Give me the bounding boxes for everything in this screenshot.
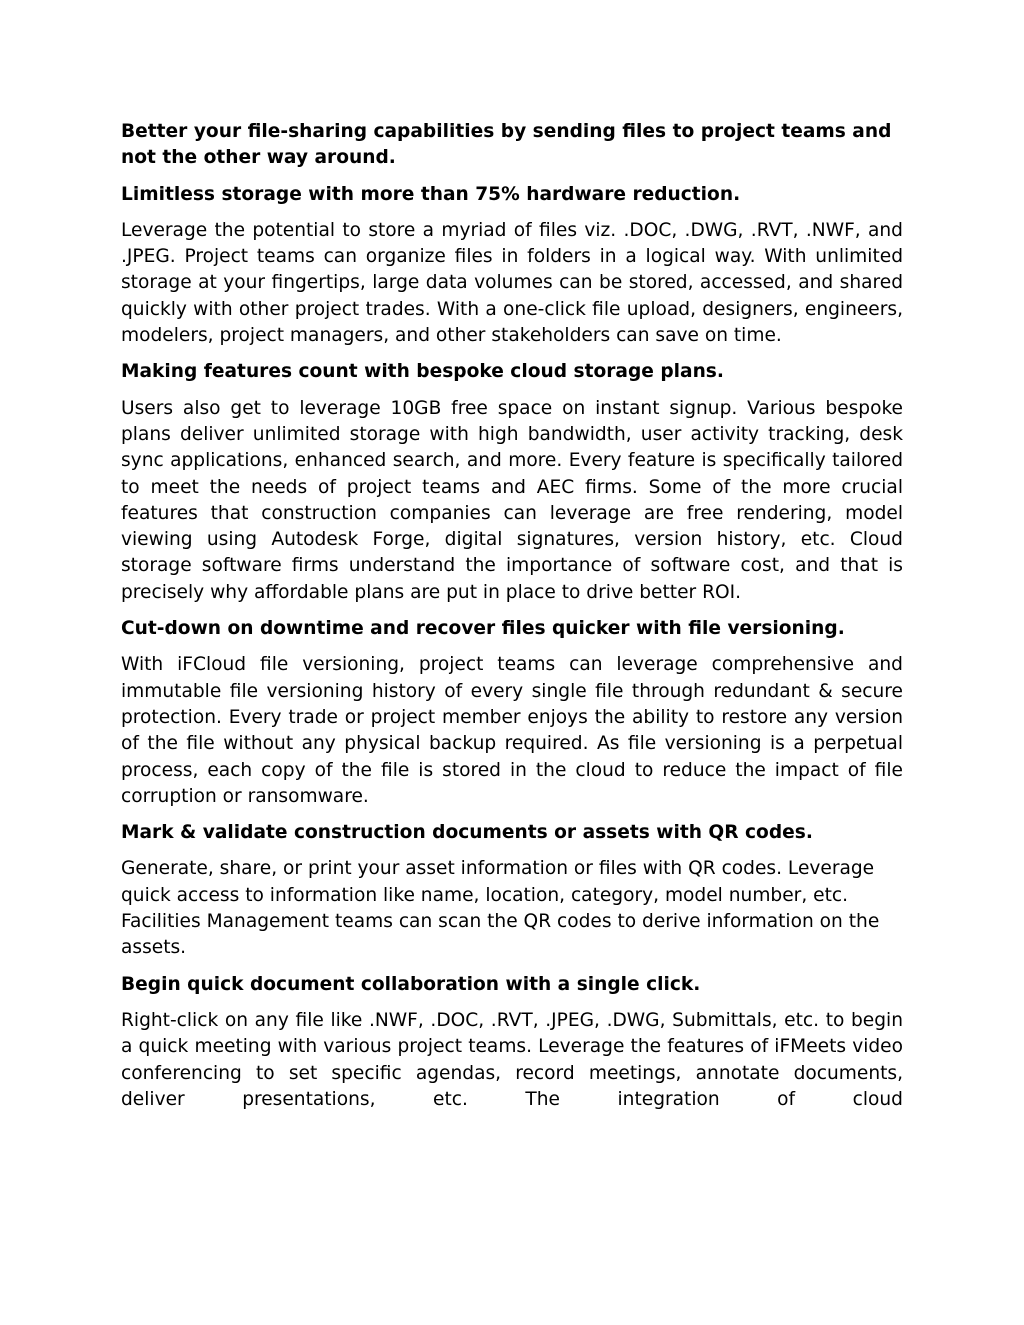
section-paragraph-storage-plans: Users also get to leverage 10GB free space on instant signup. Various bespoke plans deliver unlimited storage with high bandwidth, user activity tracking, desk sync applications, enhanced search, and more. Every feature is specifically tailored to meet the needs of project teams and AEC firms. Some of the more crucial features that construction companies can leverage are free rendering, model viewing using Autodesk Forge, digital signatures, version history, etc. Cloud storage software firms understand the importance of software cost, and that is precisely why affordable plans are put in place to drive better ROI. [121, 397, 903, 603]
section-paragraph-limitless-storage: Leverage the potential to store a myriad of files viz. .DOC, .DWG, .RVT, .NWF, and .JPEG. Project teams can organize files in folders in a logical way. With unlimited storage at your fingertips, large data volumes can be stored, accessed, and shared quickly with other project trades. With a one-click file upload, designers, engineers, modelers, project managers, and other stakeholders can save on time. [121, 219, 903, 347]
section-heading-file-versioning: Cut-down on downtime and recover files quicker with file versioning. [121, 618, 845, 640]
section-heading-limitless-storage: Limitless storage with more than 75% hardware reduction. [121, 183, 741, 205]
section-paragraph-document-collaboration: Right-click on any file like .NWF, .DOC, .RVT, .JPEG, .DWG, Submittals, etc. to begin a quick meeting with various project teams. Leverage the features of iFMeets video conferencing to set specific agendas, record meetings, annotate documents, deliver presentations, etc. The integration of cloud [121, 1009, 903, 1110]
section-heading-document-collaboration: Begin quick document collaboration with a single click. [121, 973, 701, 995]
section-paragraph-qr-codes: Generate, share, or print your asset information or files with QR codes. Leverage quick access to information like name, location, category, model number, etc. Facilities Management teams can scan the QR codes to derive information on the assets. [121, 858, 880, 959]
section-heading-file-sharing: Better your file-sharing capabilities by sending files to project teams and not the other way around. [121, 121, 892, 169]
section-paragraph-file-versioning: With iFCloud file versioning, project teams can leverage comprehensive and immutable file versioning history of every single file through redundant & secure protection. Every trade or project member enjoys the ability to restore any version of the file without any physical backup required. As file versioning is a perpetual process, each copy of the file is stored in the cloud to reduce the impact of file corruption or ransomware. [121, 654, 903, 807]
document-page [121, 119, 903, 1110]
section-heading-qr-codes: Mark & validate construction documents or assets with QR codes. [121, 822, 813, 844]
section-heading-storage-plans: Making features count with bespoke cloud storage plans. [121, 361, 724, 383]
